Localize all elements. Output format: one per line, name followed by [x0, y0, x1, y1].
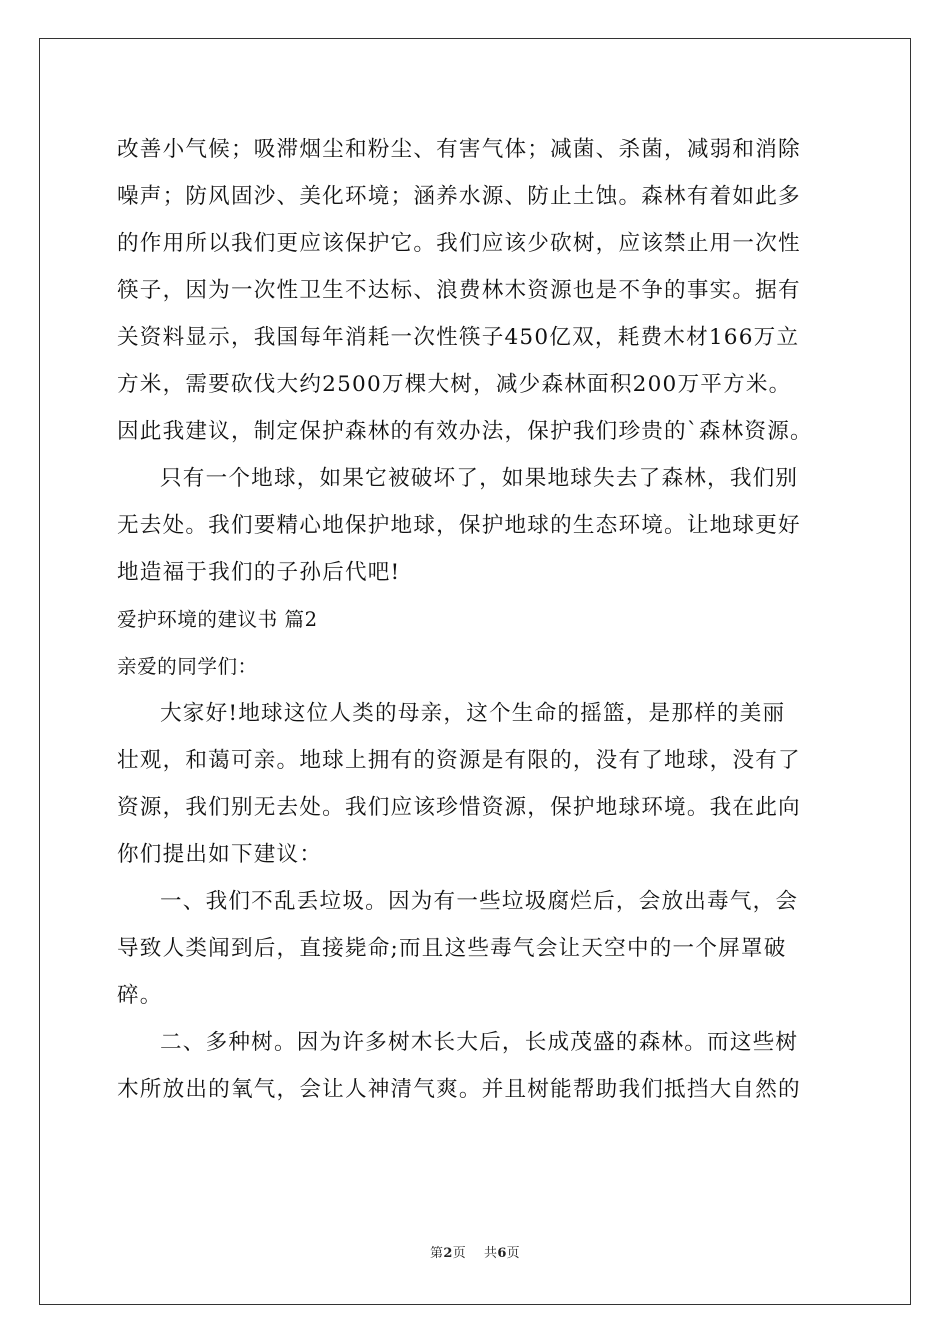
paragraph-line: 资源，我们别无去处。我们应该珍惜资源，保护地球环境。我在此向 — [117, 795, 801, 820]
page-prefix: 第 — [430, 1246, 444, 1261]
total-page-number: 6 — [497, 1246, 507, 1261]
section-heading: 爱护环境的建议书 篇2 — [117, 608, 318, 631]
paragraph-line: 导致人类闻到后，直接毙命;而且这些毒气会让天空中的一个屏罩破 — [117, 936, 787, 961]
paragraph-line: 只有一个地球，如果它被破坏了，如果地球失去了森林，我们别 — [160, 466, 799, 491]
document-body — [117, 126, 835, 1113]
paragraph-line: 大家好!地球这位人类的母亲，这个生命的摇篮，是那样的美丽 — [160, 701, 786, 726]
page-footer — [0, 1242, 950, 1261]
paragraph-line: 你们提出如下建议： — [117, 842, 323, 867]
paragraph-line: 关资料显示，我国每年消耗一次性筷子450亿双，耗费木材166万立 — [117, 325, 800, 350]
paragraph-line: 方米，需要砍伐大约2500万棵大树，减少森林面积200万平方米。 — [117, 372, 792, 397]
total-prefix: 共 — [484, 1246, 498, 1261]
paragraph-line: 碎。 — [117, 983, 163, 1008]
paragraph-line: 的作用所以我们更应该保护它。我们应该少砍树，应该禁止用一次性 — [117, 231, 801, 256]
paragraph-line: 木所放出的氧气，会让人神清气爽。并且树能帮助我们抵挡大自然的 — [117, 1077, 801, 1102]
paragraph-line: 二、多种树。因为许多树木长大后，长成茂盛的森林。而这些树 — [160, 1030, 799, 1055]
salutation: 亲爱的同学们： — [117, 655, 258, 678]
paragraph-line: 壮观，和蔼可亲。地球上拥有的资源是有限的，没有了地球，没有了 — [117, 748, 801, 773]
page-suffix: 页 — [452, 1246, 466, 1261]
paragraph-line: 筷子，因为一次性卫生不达标、浪费林木资源也是不争的事实。据有 — [117, 278, 801, 303]
total-suffix: 页 — [506, 1246, 520, 1261]
paragraph-line: 改善小气候；吸滞烟尘和粉尘、有害气体；减菌、杀菌，减弱和消除 — [117, 137, 801, 162]
paragraph-line: 一、我们不乱丢垃圾。因为有一些垃圾腐烂后，会放出毒气，会 — [160, 889, 799, 914]
paragraph-line: 噪声；防风固沙、美化环境；涵养水源、防止土蚀。森林有着如此多 — [117, 184, 801, 209]
paragraph-line: 地造福于我们的子孙后代吧! — [117, 560, 401, 585]
paragraph-line: 无去处。我们要精心地保护地球，保护地球的生态环境。让地球更好 — [117, 513, 801, 538]
paragraph-line: 因此我建议，制定保护森林的有效办法，保护我们珍贵的`森林资源。 — [117, 419, 813, 444]
current-page-number: 2 — [443, 1246, 453, 1261]
